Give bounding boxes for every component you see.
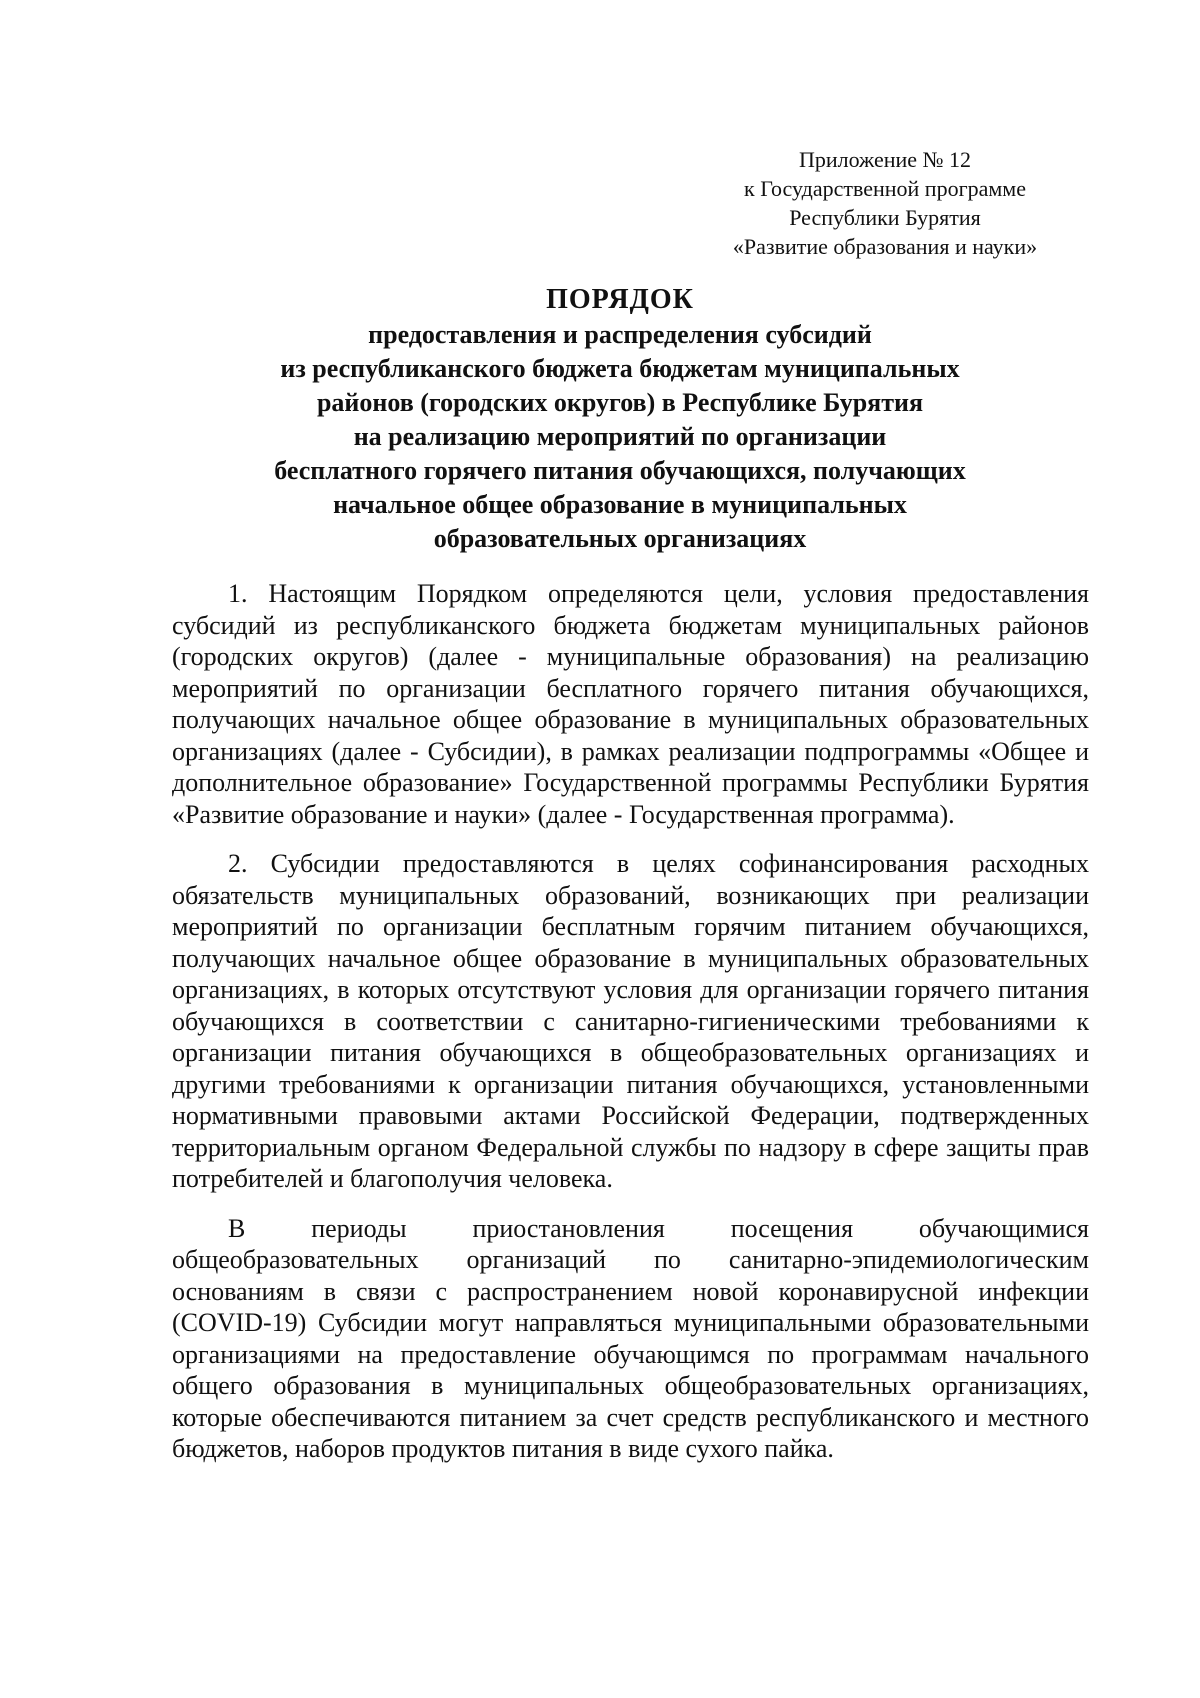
subtitle-line: районов (городских округов) в Республике Бурятия (316, 388, 924, 417)
subtitle-line: предоставления и распределения субсидий (368, 320, 872, 349)
document-heading (170, 282, 1070, 556)
document-body (172, 578, 1089, 1483)
annex-line: Приложение № 12 (798, 147, 972, 172)
paragraph-2: 2. Субсидии предоставляются в целях софинансирования расходных обязательств муниципальных образований, возникающих при реализации мероприятий по организации бесплатным горячим питанием обучающихся, получающих начальное общее образование в муниципальных образовательных организациях, в которых отсутствуют условия для организации горячего питания обучающихся в соответствии с санитарно-гигиеническими требованиями к организации питания обучающихся в общеобразовательных организациях и другими требованиями к организации питания обучающихся, установленными нормативными правовыми актами Российской Федерации, подтвержденных территориальным органом Федеральной службы по надзору в сфере защиты прав потребителей и благополучия человека. (172, 849, 1089, 1193)
subtitle-line: начальное общее образование в муниципальных (333, 490, 907, 519)
subtitle-line: образовательных организациях (433, 524, 807, 553)
paragraph-3: В периоды приостановления посещения обучающимися общеобразовательных организаций по санитарно-эпидемиологическим основаниям в связи с распространением новой коронавирусной инфекции (COVID-19) Субсидии могут направляться муниципальными образовательными организациями на предоставление обучающимся по программам начального общего образования в муниципальных общеобразовательных организациях, которые обеспечиваются питанием за счет средств республиканского и местного бюджетов, наборов продуктов питания в виде сухого пайка. (172, 1213, 1089, 1463)
annex-line: «Развитие образования и науки» (732, 234, 1038, 259)
document-title: ПОРЯДОК (546, 284, 694, 315)
paragraph-1: 1. Настоящим Порядком определяются цели, условия предоставления субсидий из республиканского бюджета бюджетам муниципальных районов (городских округов) (далее - муниципальные образования) на реализацию мероприятий по организации бесплатного горячего питания обучающихся, получающих начальное общее образование в муниципальных образовательных организациях (далее - Субсидии), в рамках реализации подпрограммы «Общее и дополнительное образование» Государственной программы Республики Бурятия «Развитие образование и науки» (далее - Государственная программа). (172, 579, 1089, 829)
annex-line: Республики Бурятия (789, 205, 981, 230)
document-subtitle (170, 318, 1070, 556)
subtitle-line: бесплатного горячего питания обучающихся, получающих (274, 456, 966, 485)
annex-note (690, 145, 1080, 261)
subtitle-line: из республиканского бюджета бюджетам муниципальных (280, 354, 960, 383)
subtitle-line: на реализацию мероприятий по организации (353, 422, 887, 451)
annex-line: к Государственной программе (744, 176, 1026, 201)
